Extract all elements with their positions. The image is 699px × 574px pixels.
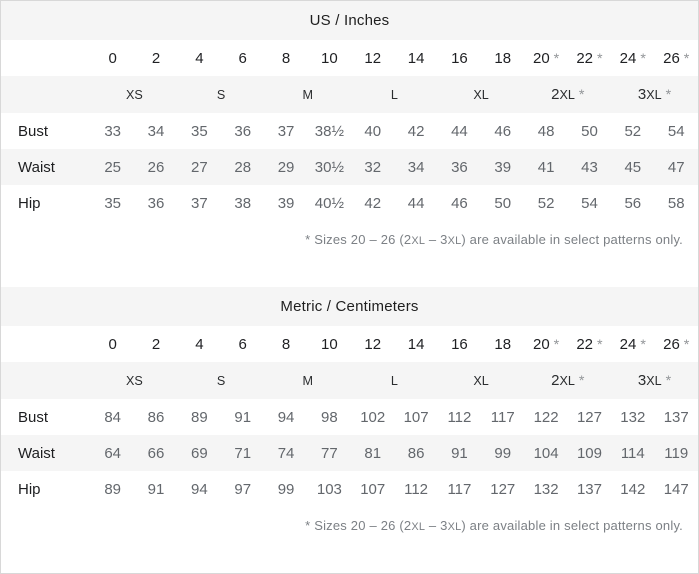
size-number: 0 (108, 335, 117, 353)
size-column-header (308, 40, 351, 76)
size-letter: XL (473, 374, 489, 388)
measurement-value: 42 (351, 185, 394, 221)
measurement-value: 48 (524, 113, 567, 149)
title-row (1, 1, 698, 40)
star-marker: * (597, 336, 603, 353)
size-letter-header (524, 76, 611, 113)
measurement-row (1, 185, 698, 221)
size-letter-header (351, 76, 438, 113)
measurement-row (1, 113, 698, 149)
measurement-value: 58 (654, 185, 698, 221)
size-letter: M (302, 88, 313, 102)
footnote-row (1, 221, 698, 287)
star-marker: * (553, 50, 560, 67)
size-column-header (308, 326, 351, 362)
star-marker: * (640, 336, 646, 353)
size-letter: 2XL (551, 86, 575, 103)
size-number: 20 (532, 49, 550, 67)
letter-sizes-row (1, 76, 698, 113)
measurement-value: 46 (481, 113, 524, 149)
table-body (1, 287, 698, 573)
size-column-header (134, 40, 177, 76)
size-column-header (178, 40, 221, 76)
measurement-value: 39 (481, 149, 524, 185)
size-number: 12 (364, 335, 382, 353)
footnote-row (1, 507, 698, 573)
star-marker: * (640, 50, 646, 67)
size-number: 26 (663, 335, 680, 353)
measurement-value: 41 (524, 149, 567, 185)
size-column-header (438, 326, 481, 362)
measurement-value: 104 (524, 435, 567, 471)
measurement-label: Hip (1, 471, 91, 507)
measurement-value: 94 (178, 471, 221, 507)
measurement-label: Bust (1, 399, 91, 435)
star-marker: * (683, 50, 690, 67)
size-column-header (611, 40, 654, 76)
empty-corner-cell (1, 326, 91, 362)
measurement-value: 45 (611, 149, 654, 185)
measurement-label: Hip (1, 185, 91, 221)
measurement-value: 117 (438, 471, 481, 507)
size-number: 10 (321, 49, 338, 67)
size-letter-header (91, 76, 178, 113)
size-number: 8 (281, 335, 291, 353)
measurement-value: 36 (438, 149, 481, 185)
size-column-header (134, 326, 177, 362)
size-column-header (264, 40, 307, 76)
measurement-value: 52 (611, 113, 654, 149)
table-body (1, 1, 698, 287)
size-letter-header (438, 362, 525, 399)
size-letter-header (178, 76, 265, 113)
size-number: 22 (576, 49, 594, 67)
measurement-value: 56 (611, 185, 654, 221)
measurement-label: Waist (1, 149, 91, 185)
size-letter: 2XL (551, 372, 575, 389)
size-column-header (568, 326, 611, 362)
measurement-value: 112 (394, 471, 437, 507)
measurement-value: 112 (438, 399, 481, 435)
measurement-value: 64 (91, 435, 134, 471)
size-letter-header (611, 76, 698, 113)
letter-sizes-row (1, 362, 698, 399)
measurement-value: 37 (264, 113, 307, 149)
size-number: 6 (238, 49, 247, 67)
size-letter-header (438, 76, 525, 113)
measurement-value: 30½ (308, 149, 351, 185)
size-column-header (91, 40, 134, 76)
size-column-header (221, 40, 264, 76)
empty-corner-cell (1, 362, 91, 399)
size-column-header (394, 326, 437, 362)
size-column-header (351, 326, 394, 362)
star-marker: * (553, 336, 560, 353)
measurement-value: 127 (481, 471, 524, 507)
measurement-value: 33 (91, 113, 134, 149)
size-number: 22 (576, 335, 594, 353)
size-number: 4 (195, 49, 204, 67)
star-marker: * (578, 87, 585, 103)
measurement-row (1, 399, 698, 435)
size-column-header (91, 326, 134, 362)
measurement-value: 52 (524, 185, 567, 221)
measurement-label: Bust (1, 113, 91, 149)
measurement-value: 132 (611, 399, 654, 435)
size-number: 16 (451, 49, 468, 67)
size-letter-header (91, 362, 178, 399)
table-title: US / Inches (1, 1, 698, 40)
measurement-value: 91 (221, 399, 264, 435)
measurement-value: 38½ (308, 113, 351, 149)
measurement-value: 54 (654, 113, 698, 149)
size-number: 16 (451, 335, 468, 353)
measurement-label: Waist (1, 435, 91, 471)
size-letter: L (390, 88, 398, 102)
measurement-value: 69 (178, 435, 221, 471)
measurement-value: 40 (351, 113, 394, 149)
size-column-header (221, 326, 264, 362)
size-column-header (264, 326, 307, 362)
measurement-value: 47 (654, 149, 698, 185)
size-number: 12 (364, 49, 382, 67)
measurement-value: 71 (221, 435, 264, 471)
size-letter-header (264, 362, 351, 399)
measurement-value: 99 (264, 471, 307, 507)
size-letter-header (178, 362, 265, 399)
size-letter: 3XL (637, 86, 662, 103)
size-column-header (394, 40, 437, 76)
measurement-value: 86 (134, 399, 177, 435)
measurement-value: 142 (611, 471, 654, 507)
size-column-header (611, 326, 654, 362)
size-column-header (568, 40, 611, 76)
size-number: 2 (151, 335, 161, 353)
measurement-value: 137 (568, 471, 611, 507)
measurement-value: 36 (221, 113, 264, 149)
size-number: 0 (108, 49, 117, 67)
footnote: * Sizes 20 – 26 (2XL – 3XL) are available in select patterns only. (1, 507, 698, 573)
measurement-value: 127 (568, 399, 611, 435)
measurement-value: 44 (394, 185, 437, 221)
size-column-header (351, 40, 394, 76)
size-number: 18 (494, 335, 512, 353)
size-column-header (481, 326, 524, 362)
measurement-value: 107 (394, 399, 437, 435)
measurement-value: 107 (351, 471, 394, 507)
size-letter: XS (125, 88, 143, 102)
star-marker: * (665, 87, 672, 103)
measurement-value: 91 (134, 471, 177, 507)
measurement-row (1, 435, 698, 471)
measurement-value: 32 (351, 149, 394, 185)
size-letter: L (390, 374, 398, 388)
size-number: 18 (494, 49, 512, 67)
measurement-value: 117 (481, 399, 524, 435)
size-column-header (524, 40, 567, 76)
size-number: 24 (619, 335, 637, 353)
measurement-value: 132 (524, 471, 567, 507)
measurement-value: 26 (134, 149, 177, 185)
measurement-value: 122 (524, 399, 567, 435)
measurement-value: 99 (481, 435, 524, 471)
measurement-value: 147 (654, 471, 698, 507)
size-table (1, 287, 698, 573)
size-number: 24 (619, 49, 637, 67)
size-number: 14 (407, 49, 425, 67)
measurement-value: 50 (568, 113, 611, 149)
measurement-value: 34 (394, 149, 437, 185)
numeric-sizes-row (1, 326, 698, 362)
measurement-value: 81 (351, 435, 394, 471)
measurement-value: 102 (351, 399, 394, 435)
size-letter: S (216, 374, 226, 388)
size-letter: S (216, 88, 226, 102)
size-column-header (178, 326, 221, 362)
measurement-value: 98 (308, 399, 351, 435)
size-number: 14 (407, 335, 425, 353)
empty-corner-cell (1, 40, 91, 76)
size-letter: XL (473, 88, 489, 102)
star-marker: * (683, 336, 690, 353)
measurement-value: 66 (134, 435, 177, 471)
size-column-header (654, 326, 698, 362)
measurement-value: 39 (264, 185, 307, 221)
size-column-header (438, 40, 481, 76)
measurement-value: 29 (264, 149, 307, 185)
measurement-value: 94 (264, 399, 307, 435)
measurement-row (1, 149, 698, 185)
size-column-header (654, 40, 698, 76)
size-number: 26 (663, 49, 680, 67)
size-column-header (481, 40, 524, 76)
measurement-value: 27 (178, 149, 221, 185)
measurement-value: 91 (438, 435, 481, 471)
measurement-value: 28 (221, 149, 264, 185)
empty-corner-cell (1, 76, 91, 113)
measurement-value: 114 (611, 435, 654, 471)
measurement-row (1, 471, 698, 507)
measurement-value: 46 (438, 185, 481, 221)
footnote: * Sizes 20 – 26 (2XL – 3XL) are available in select patterns only. (1, 221, 698, 287)
measurement-value: 103 (308, 471, 351, 507)
measurement-value: 50 (481, 185, 524, 221)
measurement-value: 137 (654, 399, 698, 435)
measurement-value: 84 (91, 399, 134, 435)
measurement-value: 40½ (308, 185, 351, 221)
title-row (1, 287, 698, 326)
measurement-value: 77 (308, 435, 351, 471)
size-letter: XS (125, 374, 143, 388)
star-marker: * (597, 50, 603, 67)
measurement-value: 42 (394, 113, 437, 149)
size-number: 10 (321, 335, 338, 353)
size-letter-header (524, 362, 611, 399)
size-letter-header (611, 362, 698, 399)
measurement-value: 37 (178, 185, 221, 221)
table-title: Metric / Centimeters (1, 287, 698, 326)
measurement-value: 74 (264, 435, 307, 471)
size-number: 6 (238, 335, 247, 353)
measurement-value: 34 (134, 113, 177, 149)
measurement-value: 35 (91, 185, 134, 221)
size-number: 20 (532, 335, 550, 353)
measurement-value: 36 (134, 185, 177, 221)
measurement-value: 89 (178, 399, 221, 435)
measurement-value: 54 (568, 185, 611, 221)
measurement-value: 44 (438, 113, 481, 149)
size-letter-header (264, 76, 351, 113)
measurement-value: 109 (568, 435, 611, 471)
size-number: 2 (151, 49, 161, 67)
measurement-value: 25 (91, 149, 134, 185)
size-number: 8 (281, 49, 291, 67)
size-letter-header (351, 362, 438, 399)
measurement-value: 89 (91, 471, 134, 507)
star-marker: * (665, 373, 672, 389)
size-letter: M (302, 374, 313, 388)
measurement-value: 86 (394, 435, 437, 471)
numeric-sizes-row (1, 40, 698, 76)
size-table (1, 1, 698, 287)
size-column-header (524, 326, 567, 362)
star-marker: * (578, 373, 585, 389)
measurement-value: 97 (221, 471, 264, 507)
measurement-value: 43 (568, 149, 611, 185)
size-letter: 3XL (637, 372, 662, 389)
measurement-value: 38 (221, 185, 264, 221)
size-number: 4 (195, 335, 204, 353)
measurement-value: 119 (654, 435, 698, 471)
measurement-value: 35 (178, 113, 221, 149)
